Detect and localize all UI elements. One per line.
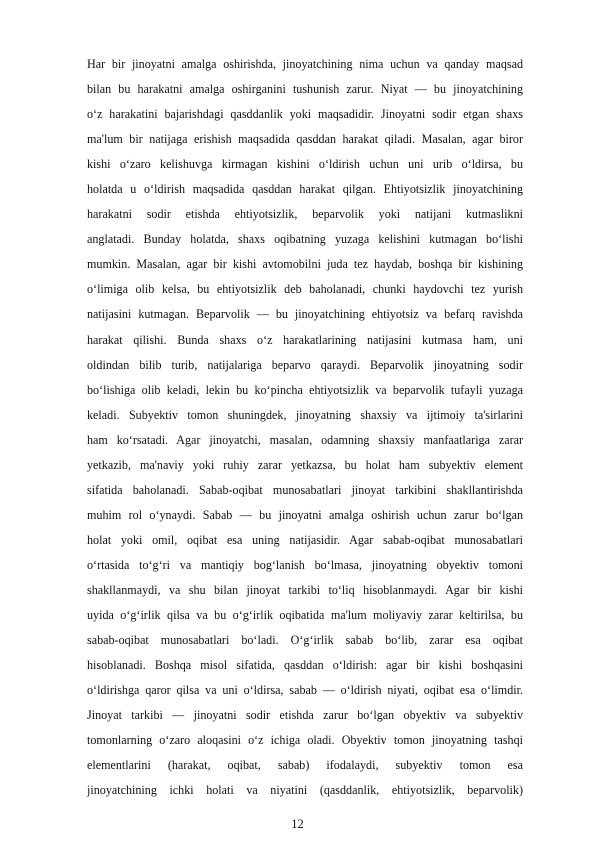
text-line: keladi. Subyektiv tomon shuningdek, jinoyatning shaxsiy va ijtimoiy ta'sirlarini <box>87 407 523 422</box>
text-line: oldindan bilib turib, natijalariga beparvo qaraydi. Beparvolik jinoyatning sodir <box>87 357 523 372</box>
text-line: jinoyatchining ichki holati va niyatini (qasddanlik, ehtiyotsizlik, beparvolik) <box>87 783 523 798</box>
text-line: Jinoyat tarkibi — jinoyatni sodir etishda zarur bo‘lgan obyektiv va subyektiv <box>87 708 523 723</box>
text-line: ham ko‘rsatadi. Agar jinoyatchi, masalan, odamning shaxsiy manfaatlariga zarar <box>87 432 523 447</box>
text-line: sabab-oqibat munosabatlari bo‘ladi. O‘g‘irlik sabab bo‘lib, zarar esa oqibat <box>87 633 523 648</box>
page-number: 12 <box>291 817 304 831</box>
text-line: mumkin. Masalan, agar bir kishi avtomobilni juda tez haydab, boshqa bir kishining <box>87 257 523 272</box>
text-line: sifatida baholanadi. Sabab-oqibat munosabatlari jinoyat tarkibini shakllantirishda <box>87 482 523 497</box>
text-line: Har bir jinoyatni amalga oshirishda, jinoyatchining nima uchun va qanday maqsad <box>87 57 523 71</box>
text-line: harakatni sodir etishda ehtiyotsizlik, beparvolik yoki natijani kutmaslikni <box>87 207 523 222</box>
text-line: holat yoki omil, oqibat esa uning natijasidir. Agar sabab-oqibat munosabatlari <box>87 532 523 547</box>
body-text <box>87 52 523 803</box>
text-line: o‘ldirishga qaror qilsa va uni o‘ldirsa, sabab — o‘ldirish niyati, oqibat esa o‘limdir. <box>87 683 523 698</box>
text-line: elementlarini (harakat, oqibat, sabab) ifodalaydi, subyektiv tomon esa <box>87 758 523 773</box>
text-line: holatda u o‘ldirish maqsadida qasddan harakat qilgan. Ehtiyotsizlik jinoyatchining <box>87 182 523 197</box>
text-line: ma'lum bir natijaga erishish maqsadida qasddan harakat qiladi. Masalan, agar biror <box>87 132 523 147</box>
text-line: hisoblanadi. Boshqa misol sifatida, qasddan o‘ldirish: agar bir kishi boshqasini <box>87 658 523 673</box>
text-line: bilan bu harakatni amalga oshirganini tushunish zarur. Niyat — bu jinoyatchining <box>87 82 523 97</box>
text-line: o‘z harakatini bajarishdagi qasddanlik yoki maqsadidir. Jinoyatni sodir etgan shaxs <box>87 107 523 122</box>
text-line: natijasini kutmagan. Beparvolik — bu jinoyatchining ehtiyotsiz va befarq ravishda <box>87 307 523 322</box>
text-line: harakat qilishi. Bunda shaxs o‘z harakatlarining natijasini kutmasa ham, uni <box>87 332 523 347</box>
text-line: o‘limiga olib kelsa, bu ehtiyotsizlik deb baholanadi, chunki haydovchi tez yurish <box>87 282 523 297</box>
text-line: shakllanmaydi, va shu bilan jinoyat tarkibi to‘liq hisoblanmaydi. Agar bir kishi <box>87 582 523 597</box>
text-line: bo‘lishiga olib keladi, lekin bu ko‘pincha ehtiyotsizlik va beparvolik tufayli yuzaga <box>87 382 523 397</box>
text-line: tomonlarning o‘zaro aloqasini o‘z ichiga oladi. Obyektiv tomon jinoyatning tashqi <box>87 733 523 748</box>
text-line: muhim rol o‘ynaydi. Sabab — bu jinoyatni amalga oshirish uchun zarur bo‘lgan <box>87 507 523 522</box>
text-line: anglatadi. Bunday holatda, shaxs oqibatning yuzaga kelishini kutmagan bo‘lishi <box>87 232 523 247</box>
text-line: kishi o‘zaro kelishuvga kirmagan kishini o‘ldirish uchun uni urib o‘ldirsa, bu <box>87 157 523 172</box>
text-line: yetkazib, ma'naviy yoki ruhiy zarar yetkazsa, bu holat ham subyektiv element <box>87 457 523 472</box>
text-line: o‘rtasida to‘g‘ri va mantiqiy bog‘lanish bo‘lmasa, jinoyatning obyektiv tomoni <box>87 557 523 572</box>
text-line: uyida o‘g‘irlik qilsa va bu o‘g‘irlik oqibatida ma'lum moliyaviy zarar keltirilsa, bu <box>87 608 523 623</box>
